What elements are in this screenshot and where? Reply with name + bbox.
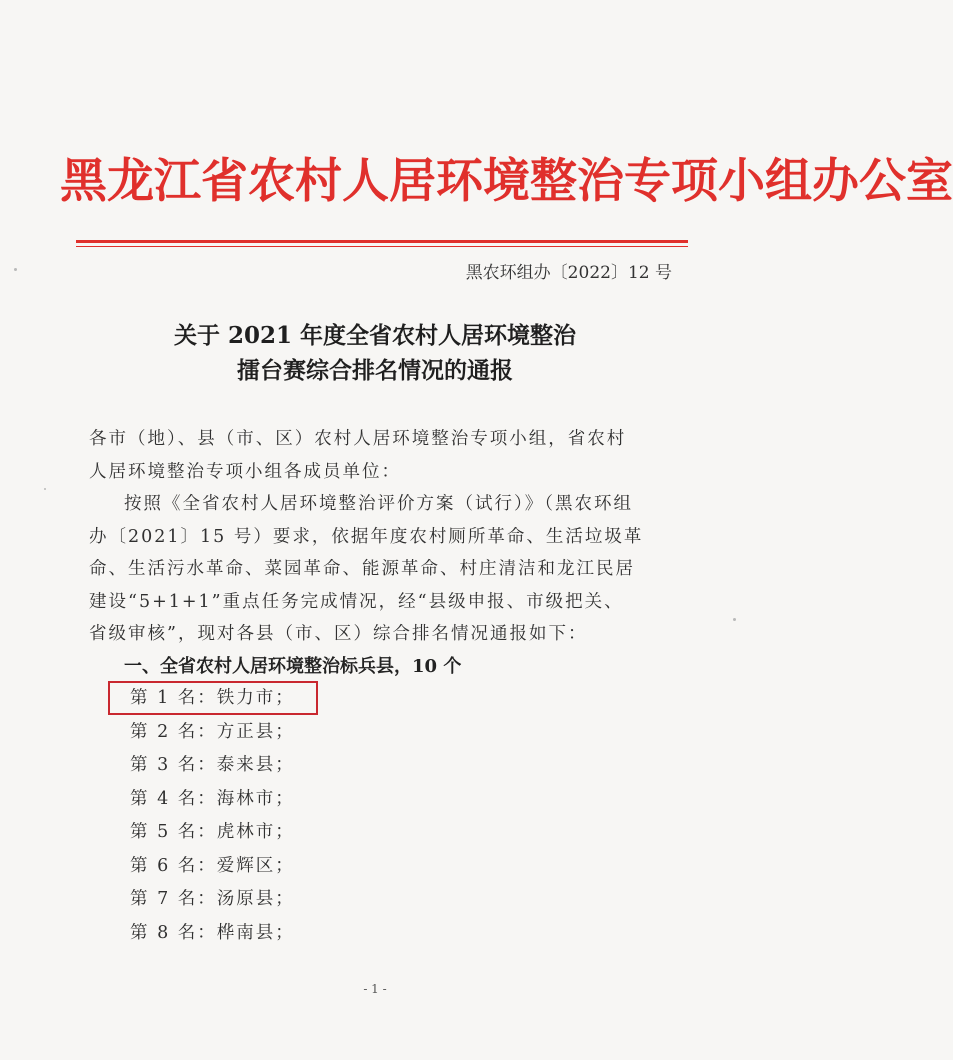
section-heading: 一、全省农村人居环境整治标兵县，10 个 <box>124 656 462 677</box>
issuing-office-header: 黑龙江省农村人居环境整治专项小组办公室 <box>60 154 953 209</box>
addressee-line-2: 人居环境整治专项小组各成员单位： <box>89 461 401 482</box>
document-number: 黑农环组办〔2022〕12 号 <box>465 263 672 283</box>
ranking-item: 第 6 名：爱辉区； <box>130 855 295 876</box>
first-place-highlight-box <box>108 681 318 715</box>
ranking-item: 第 4 名：海林市； <box>130 788 295 809</box>
body-line-5: 省级审核”，现对各县（市、区）综合排名情况通报如下： <box>89 624 588 644</box>
ranking-item: 第 3 名：泰来县； <box>130 755 295 775</box>
ranking-item: 第 1 名：铁力市； <box>130 688 295 708</box>
ranking-item: 第 2 名：方正县； <box>130 721 295 742</box>
body-line-1: 按照《全省农村人居环境整治评价方案（试行）》（黑农环组 <box>124 494 633 514</box>
body-line-3: 命、生活污水革命、菜园革命、能源革命、村庄清洁和龙江民居 <box>89 559 635 579</box>
title-line-1: 关于 2021 年度全省农村人居环境整治 <box>173 322 577 349</box>
title-line-2: 擂台赛综合排名情况的通报 <box>237 357 513 384</box>
red-divider-thick <box>76 240 688 243</box>
scan-speck <box>733 618 736 621</box>
page-number: - 1 - <box>363 982 387 996</box>
document-body <box>89 423 689 651</box>
body-line-4: 建设“5+1+1”重点任务完成情况，经“县级申报、市级把关、 <box>89 591 624 612</box>
ranking-list <box>130 684 295 952</box>
addressee-line-1: 各市（地）、县（市、区）农村人居环境整治专项小组，省农村 <box>89 429 627 449</box>
scan-speck <box>14 268 17 271</box>
scan-speck <box>44 488 46 490</box>
red-divider-thin <box>76 246 688 247</box>
body-line-2: 办〔2021〕15 号）要求，依据年度农村厕所革命、生活垃圾革 <box>89 526 644 547</box>
document-title <box>60 318 690 388</box>
ranking-item: 第 5 名：虎林市； <box>130 822 295 842</box>
ranking-item: 第 8 名：桦南县； <box>130 922 295 943</box>
ranking-item: 第 7 名：汤原县； <box>130 889 295 909</box>
